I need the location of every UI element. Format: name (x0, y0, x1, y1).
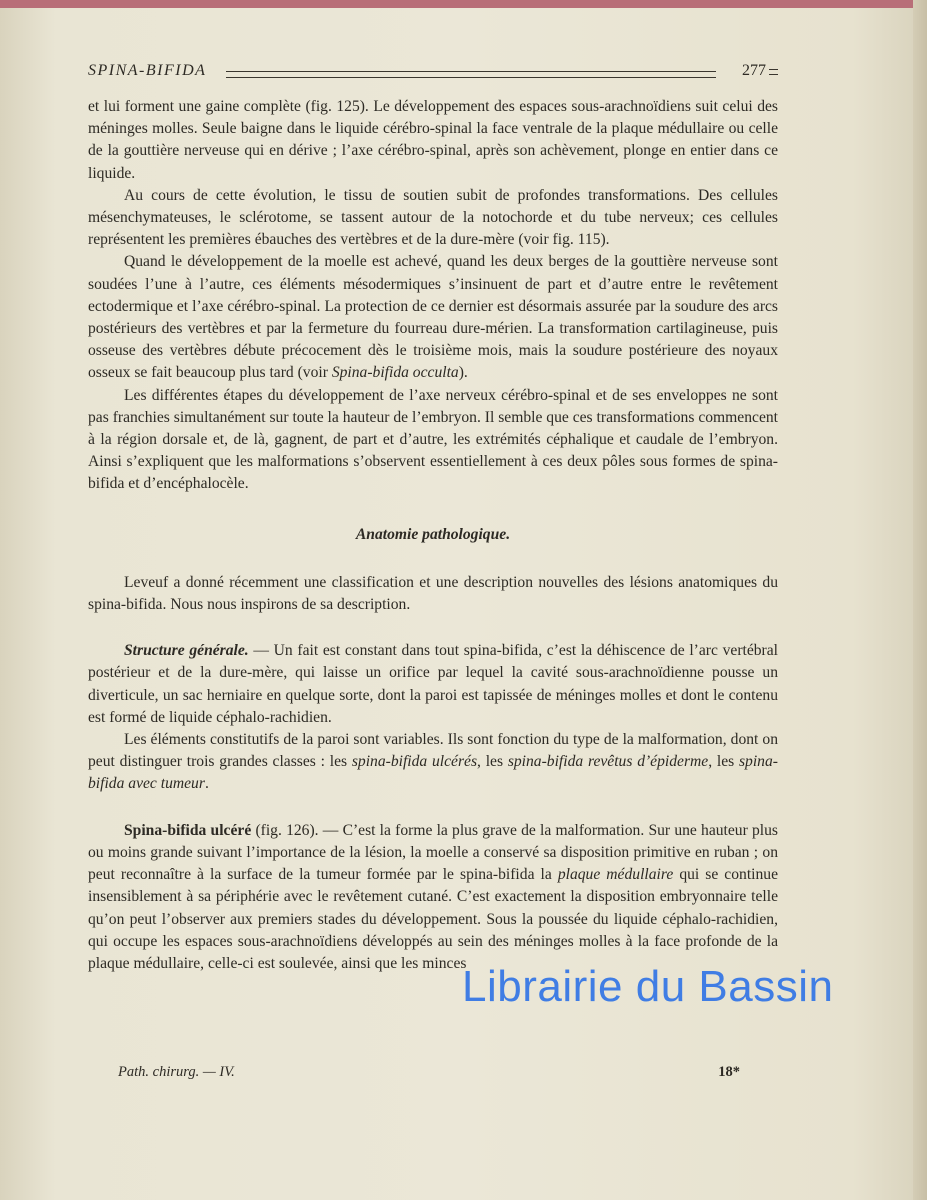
running-head-title: SPINA-BIFIDA (88, 62, 207, 79)
subheading-ulcere: Spina-bifida ulcéré (124, 821, 252, 839)
footer-signature: Path. chirurg. — IV. (118, 1064, 235, 1080)
paragraph-8 (88, 820, 778, 975)
page-footer (118, 1064, 740, 1086)
paragraph-5: Leveuf a donné récemment une classification et une description nouvelles des lésions anatomiques du spina-bifida. Nous nous inspirons de sa description. (88, 573, 778, 614)
paragraph-6 (88, 640, 778, 729)
paragraph-7-sep-1: , les (477, 753, 508, 771)
paragraph-7-end: . (204, 775, 209, 793)
paragraph-8-end: qui se continue insensiblement à sa périphérie avec le revêtement cutané. C’est exactement la disposition embryonnaire telle qu’on peut l’observer aux premiers stades du développement. Sous la poussée du liquide céphalo-rachidien, qui occupe les espaces sous-arachnoïdiens développés au sein des méninges molles à la face profonde de la plaque médullaire, celle-ci est soulevée, ainsi que les minces (88, 866, 778, 972)
term-ulceres: spina-bifida ulcérés (351, 753, 478, 771)
page-number: 277 (742, 62, 766, 79)
watermark-text: Librairie du Bassin (462, 962, 834, 1011)
running-head-end-rule (769, 69, 778, 75)
paragraph-1: et lui forment une gaine complète (fig. 125). Le développement des espaces sous-arachnoïdiens suit celui des méninges molles. Seule baigne dans le liquide cérébro-spinal la face ventrale de la plaque médullaire ou celle de la gouttière nerveuse qui en dérive ; l’axe cérébro-spinal, après son achèvement, plonge en entier dans ce liquide. (88, 98, 778, 182)
book-right-edge (913, 0, 927, 1200)
paragraph-3-end: ). (458, 364, 468, 382)
term-revetus: spina-bifida revêtus d’épiderme (507, 753, 709, 771)
paragraph-2: Au cours de cette évolution, le tissu de soutien subit de profondes transformations. Des cellules mésenchymateuses, le sclérotome, se tassent autour de la notochorde et du tube nerveux; ces cellules représentent les premières ébauches des vertèbres et de la dure-mère (voir fig. 115). (88, 186, 778, 249)
paragraph-7-sep-2: , les (708, 753, 739, 771)
subheading-structure: Structure générale. (124, 642, 249, 660)
paragraph-gap (88, 796, 778, 820)
paragraph-gap (88, 616, 778, 640)
term-plaque-medullaire: plaque médullaire (557, 866, 674, 884)
running-head-rule (226, 71, 716, 78)
book-top-edge (0, 0, 927, 8)
paragraph-4: Les différentes étapes du développement de l’axe nerveux cérébro-spinal et de ses enveloppes ne sont pas franchies simultanément sur toute la hauteur de l’embryon. Il semble que ces transformations commencent à la région dorsale et, de là, gagnent, de part et d’autre, les extrémités céphalique et caudale de l’embryon. Ainsi s’expliquent que les malformations s’observent essentiellement à ces deux pôles sous formes de spina-bifida et d’encéphalocèle. (88, 386, 778, 493)
paragraph-3 (88, 251, 778, 384)
paragraph-8-text: (fig. 126). — C’est la forme la plus grave de la malformation. Sur une hauteur plus ou moins grande suivant l’importance de la lésion, la moelle a conservé sa disposition primitive en ruban ; on peut reconnaître à la surface de la tumeur formée par le spina-bifida la (88, 821, 778, 884)
paragraph-6-text: — Un fait est constant dans tout spina-bifida, c’est la déhiscence de l’arc vertébral postérieur et de la dure-mère, qui laisse un orifice par lequel la cavité sous-arachnoïdienne pousse un diverticule, un sac herniaire en quelque sorte, dont la paroi est tapissée de méninges molles et dont le contenu est formé de liquide céphalo-rachidien. (88, 642, 779, 726)
running-head (88, 58, 778, 86)
paragraph-7-text: Les éléments constitutifs de la paroi sont variables. Ils sont fonction du type de la malformation, dont on peut distinguer trois grandes classes : les (88, 731, 778, 771)
paragraph-3-italic: Spina-bifida occulta (331, 364, 459, 382)
term-tumeur: spina-bifida avec tumeur (88, 753, 778, 793)
body-text (88, 96, 778, 975)
section-heading: Anatomie pathologique. (355, 525, 511, 543)
footer-sheet-number: 18* (718, 1064, 740, 1080)
paragraph-7 (88, 729, 778, 796)
paragraph-3-text: Quand le développement de la moelle est achevé, quand les deux berges de la gouttière nerveuse sont soudées l’une à l’autre, ces éléments mésodermiques s’insinuent de part et d’autre entre le revêtement ectodermique et l’axe cérébro-spinal. La protection de ce dernier est désormais assurée par la soudure des arcs postérieurs des vertèbres et par la fermeture du fourreau dure-mérien. La transformation cartilagineuse, puis osseuse des vertèbres débute précocement dès le troisième mois, mais la soudure postérieure des noyaux osseux se fait beaucoup plus tard (voir (88, 253, 778, 382)
